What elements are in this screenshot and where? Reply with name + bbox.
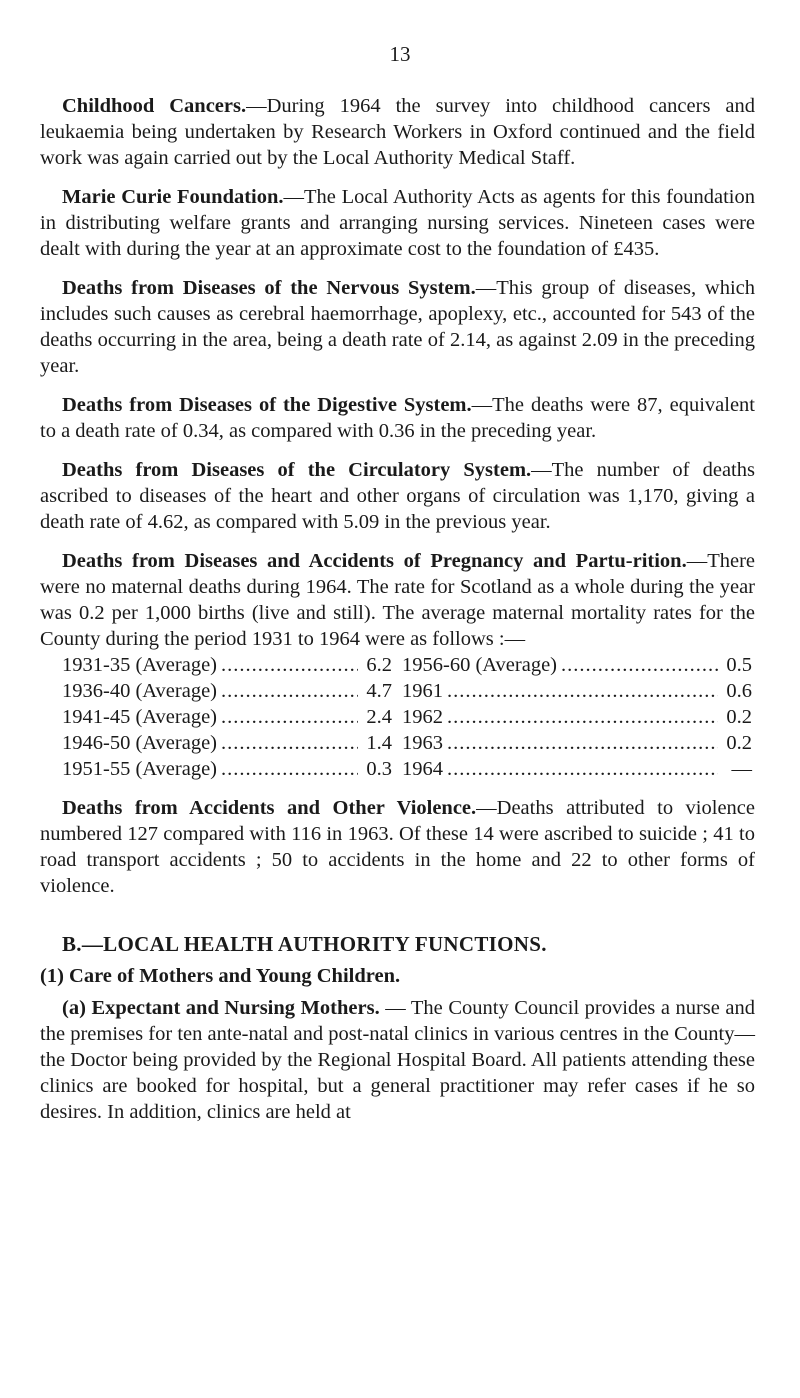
page-content	[40, 93, 755, 1138]
rate-label: 1941-45 (Average)	[62, 706, 218, 728]
paragraph-heading: Deaths from Accidents and Other Violence.	[62, 797, 477, 819]
paragraph-nervous-system	[40, 275, 755, 379]
paragraph-text: — The County Council provides a nurse and the premises for ten ante-natal and post-natal clinics in various centres in the County—the Doctor being provided by the Regional Hospital Board. All patients attending these clinics are booked for hospital, but a general practitioner may refer cases if he so desires. In addition, clinics are held at	[40, 997, 755, 1123]
paragraph-digestive-system	[40, 392, 755, 444]
paragraph-heading: Deaths from Diseases of the Nervous System.	[62, 277, 476, 299]
paragraph-marie-curie	[40, 184, 755, 262]
paragraph-text: —During 1964 the survey into childhood cancers and leukaemia being undertaken by Research Workers in Oxford continued and the field work was again carried out by the Local Authority Medical Staff.	[40, 95, 755, 169]
rate-value: 6.2	[366, 654, 392, 676]
section-title: B.—LOCAL HEALTH AUTHORITY FUNCTIONS.	[62, 932, 547, 956]
paragraph-text: —Deaths attributed to violence numbered 127 compared with 116 in 1963. Of these 14 were ascribed to suicide ; 41 to road transport accidents ; 50 to accidents in the home and 22 to other forms of violence.	[40, 797, 755, 897]
paragraph-text: —The number of deaths ascribed to diseases of the heart and other organs of circulation was 1,170, giving a death rate of 4.62, as compared with 5.09 in the previous year.	[40, 459, 755, 533]
rate-cell-left	[62, 652, 392, 678]
page-number: 13	[389, 42, 411, 66]
rate-cell-right	[402, 652, 752, 678]
paragraph-heading: Deaths from Diseases of the Circulatory System.	[62, 459, 532, 481]
paragraph-childhood-cancers	[40, 93, 755, 171]
paragraph-text: —The deaths were 87, equivalent to a death rate of 0.34, as compared with 0.36 in the preceding year.	[40, 394, 755, 442]
rate-value: 4.7	[366, 680, 392, 702]
table-row	[62, 756, 755, 782]
rate-cell-right	[402, 756, 752, 782]
rate-cell-right	[402, 678, 752, 704]
paragraph-heading: Childhood Cancers.	[62, 95, 247, 117]
paragraph-heading: Deaths from Diseases and Accidents of Pregnancy and Partu-rition.	[62, 550, 687, 572]
rate-label: 1964	[402, 758, 443, 780]
rate-cell-left	[62, 704, 392, 730]
rate-cell-left	[62, 756, 392, 782]
paragraph-heading: Deaths from Diseases of the Digestive System.	[62, 394, 472, 416]
leader-dots	[447, 704, 718, 730]
rate-value: 0.3	[366, 758, 392, 780]
leader-dots	[447, 678, 718, 704]
rate-label: 1946-50 (Average)	[62, 732, 218, 754]
leader-dots	[221, 704, 358, 730]
table-row	[62, 678, 755, 704]
rate-value: 0.2	[726, 706, 752, 728]
paragraph-pregnancy	[40, 548, 755, 652]
paragraph-text: —The Local Authority Acts as agents for this foundation in distributing welfare grants and arranging nursing services. Nineteen cases were dealt with during the year at an approximate cost to the foundation of £435.	[40, 186, 755, 260]
table-row	[62, 730, 755, 756]
paragraph-expectant-mothers	[40, 995, 755, 1125]
paragraph-heading: Marie Curie Foundation.	[62, 186, 284, 208]
leader-dots	[561, 652, 718, 678]
paragraph-text: —There were no maternal deaths during 1964. The rate for Scotland as a whole during the year was 0.2 per 1,000 births (live and still). The average maternal mortality rates for the County during the period 1931 to 1964 were as follows :—	[40, 550, 755, 650]
subsection-title: (1) Care of Mothers and Young Children.	[40, 965, 401, 987]
table-row	[62, 704, 755, 730]
rate-cell-left	[62, 730, 392, 756]
rate-cell-left	[62, 678, 392, 704]
rate-label: 1951-55 (Average)	[62, 758, 218, 780]
leader-dots	[221, 652, 358, 678]
paragraph-circulatory-system	[40, 457, 755, 535]
table-row	[62, 652, 755, 678]
rate-label: 1961	[402, 680, 443, 702]
paragraph-violence	[40, 795, 755, 899]
leader-dots	[447, 756, 718, 782]
rate-label: 1962	[402, 706, 443, 728]
rate-cell-right	[402, 730, 752, 756]
rate-value: 0.2	[726, 732, 752, 754]
rate-value: 0.6	[726, 680, 752, 702]
leader-dots	[447, 730, 718, 756]
rate-label: 1956-60 (Average)	[402, 654, 558, 676]
rate-value: 2.4	[366, 706, 392, 728]
rate-value: 0.5	[726, 654, 752, 676]
rate-value: 1.4	[366, 732, 392, 754]
rate-cell-right	[402, 704, 752, 730]
rate-label: 1936-40 (Average)	[62, 680, 218, 702]
leader-dots	[221, 678, 358, 704]
paragraph-heading: (a) Expectant and Nursing Mothers.	[62, 997, 380, 1019]
rate-label: 1931-35 (Average)	[62, 654, 218, 676]
paragraph-text: —This group of diseases, which includes such causes as cerebral haemorrhage, apoplexy, etc., accounted for 543 of the deaths occurring in the area, being a death rate of 2.14, as against 2.09 in the preceding year.	[40, 277, 755, 377]
rate-value: —	[731, 758, 752, 780]
maternal-mortality-rates-table	[62, 652, 755, 782]
leader-dots	[221, 730, 358, 756]
rate-label: 1963	[402, 732, 443, 754]
leader-dots	[221, 756, 358, 782]
